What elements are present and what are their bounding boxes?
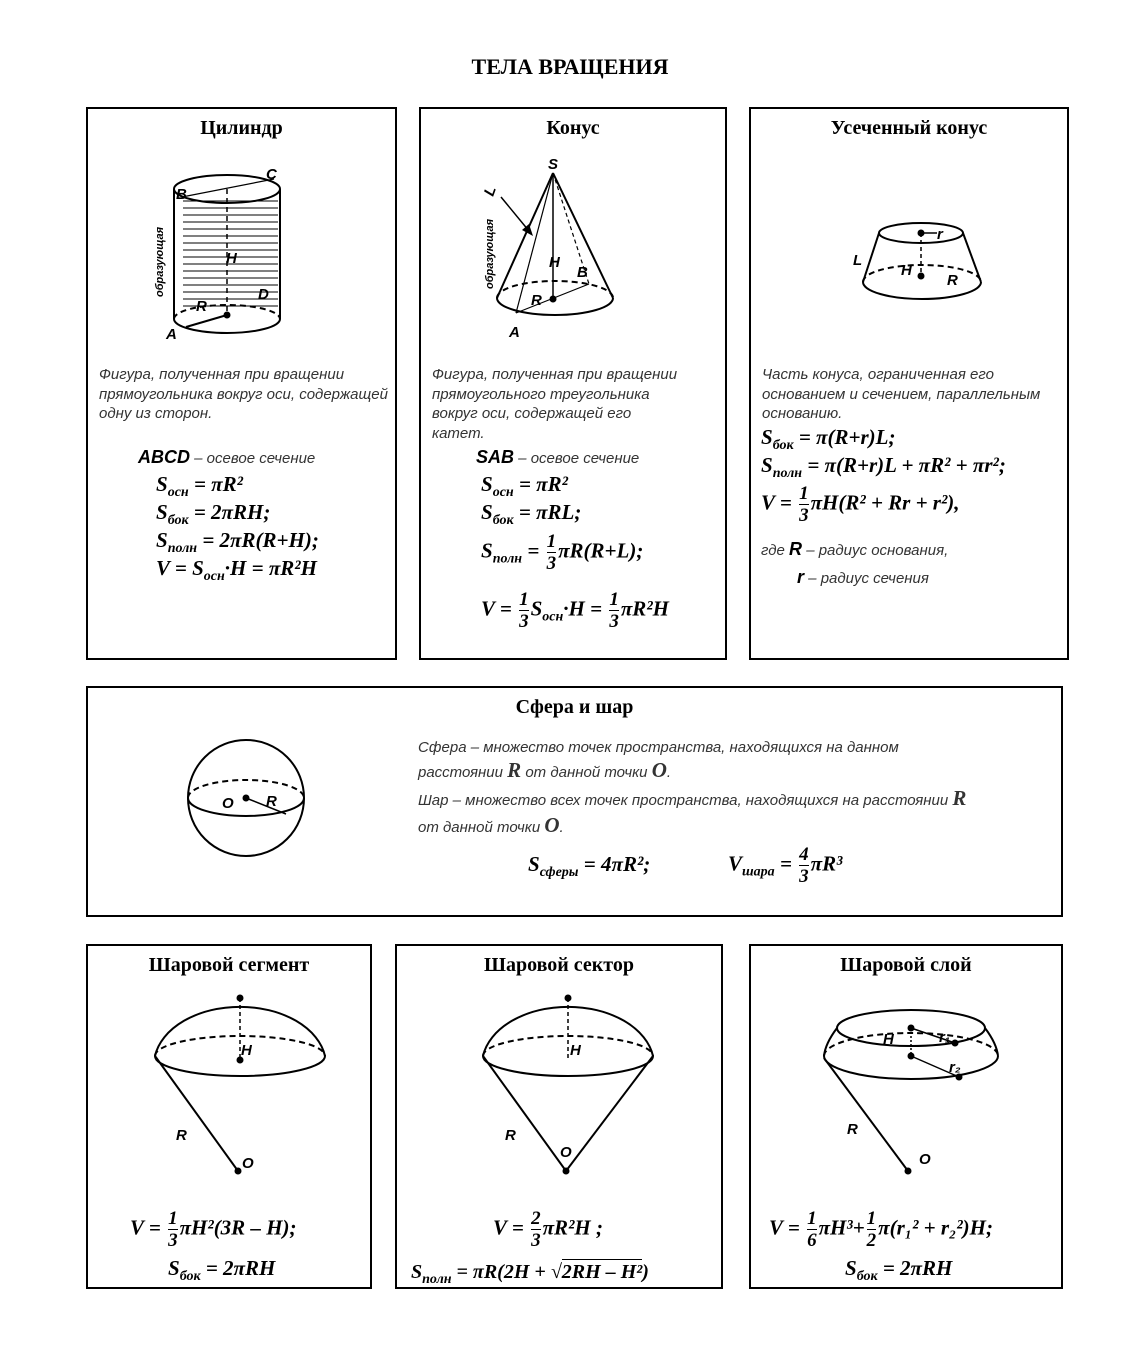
cone-axial-section (476, 447, 639, 468)
layer-figure (751, 986, 1065, 1226)
layer-label-r: R (847, 1121, 858, 1138)
layer-formula-lateral: $S_{бок} = 2\pi RH$ (845, 1256, 953, 1285)
sphere-label-o: O (222, 795, 234, 812)
cone-formula-total: $S_{полн}$ = $\frac{1}{3}$ πR(R+L); (481, 531, 644, 574)
cylinder-label-d: D (258, 286, 269, 303)
segment-label-o: O (242, 1155, 254, 1172)
segment-card (86, 944, 372, 1289)
sector-formula-total: $S_{полн} = \pi R(2H + √2RH - H^2)$ (411, 1261, 649, 1287)
sector-label-r: R (505, 1127, 516, 1144)
layer-card (749, 944, 1063, 1289)
sector-title: Шаровой сектор (484, 954, 634, 976)
frustum-formula-total: $S_{полн} = \pi(R+r)L + \pi R^2 + \pi r^2$; (761, 453, 1006, 482)
cone-formula-lateral: $S_{бок} = \pi RL$; (481, 500, 582, 529)
layer-label-r2: r₂ (949, 1059, 961, 1076)
segment-label-r: R (176, 1127, 187, 1144)
sphere-formula-area: $S_{сферы} = 4\pi R^2$; (528, 852, 651, 881)
cylinder-label-r: R (196, 298, 207, 315)
cylinder-label-b: B (176, 186, 187, 203)
sector-figure (397, 986, 725, 1226)
cone-title: Конус (546, 117, 600, 139)
cylinder-label-c: C (266, 166, 277, 183)
sphere-title: Сфера и шар (515, 696, 634, 718)
cone-label-l: L (480, 183, 500, 199)
cylinder-formula-volume: $V = S_{осн}\cdot H = \pi R^2H$ (156, 556, 317, 585)
segment-label-h: H (241, 1042, 252, 1059)
layer-label-r1: r₁ (939, 1029, 951, 1046)
frustum-formula-lateral: $S_{бок} = \pi(R+r)L$; (761, 425, 896, 454)
cone-generatrix-label: образующая (484, 218, 496, 289)
sphere-figure (178, 728, 378, 928)
cylinder-formula-lateral: $S_{бок} = 2\pi RH$; (156, 500, 271, 529)
cone-label-h: H (549, 254, 560, 271)
cone-label-b: B (577, 264, 588, 281)
cylinder-title: Цилиндр (200, 117, 283, 139)
frustum-label-r-small: r (937, 226, 943, 243)
layer-title: Шаровой слой (840, 954, 972, 976)
cone-figure (421, 149, 729, 399)
frustum-note-base: где R – радиус основания, (761, 539, 949, 559)
cylinder-description: Фигура, полученная при вращении прямоугольника вокруг оси, содержащей одну из сторон. (99, 366, 388, 422)
cylinder-generatrix-label: образующая (154, 226, 166, 297)
cone-axial-name: SAB (476, 447, 515, 467)
cylinder-formula-total: $S_{полн} = 2\pi R(R+H)$; (156, 528, 319, 557)
frustum-label-h: H (901, 262, 912, 279)
cone-formula-base: $S_{осн} = \pi R^2$ (481, 472, 568, 501)
frustum-formula-volume: V = $\frac{1}{3}$ πH(R² + Rr + r²), (761, 483, 960, 526)
cone-axial-text: – осевое сечение (514, 450, 640, 467)
cone-card (419, 107, 727, 660)
page-title: ТЕЛА ВРАЩЕНИЯ (471, 54, 669, 79)
frustum-figure (751, 149, 1071, 369)
cylinder-axial-name: ABCD (138, 447, 190, 467)
cylinder-axial-section (138, 447, 315, 468)
frustum-card (749, 107, 1069, 660)
segment-figure (88, 986, 374, 1226)
cone-label-a: A (509, 324, 520, 341)
cylinder-card (86, 107, 397, 660)
layer-formula-volume: V = $\frac{1}{6}$ πH³+ $\frac{1}{2}$ π(r₁² + r₂²)H; (769, 1208, 993, 1251)
layer-label-h: H (883, 1031, 894, 1048)
segment-formula-lateral: $S_{бок} = 2\pi RH$ (168, 1256, 276, 1285)
cylinder-label-a: A (166, 326, 177, 343)
sphere-card (86, 686, 1063, 917)
segment-formula-volume: V = $\frac{1}{3}$ πH²(3R – H); (130, 1208, 297, 1251)
cylinder-formula-base: $S_{осн} = \pi R^2$ (156, 472, 243, 501)
frustum-description: Часть конуса, ограниченная его основанием и сечением, параллельным основанию. (762, 366, 1041, 422)
frustum-note-section: r – радиус сечения (797, 567, 929, 587)
sector-label-o: O (560, 1144, 572, 1161)
sphere-formula-volume: $V_{шара}$ = $\frac{4}{3}$ πR³ (728, 844, 843, 887)
sector-label-h: H (570, 1042, 581, 1059)
frustum-title: Усеченный конус (830, 117, 988, 139)
frustum-label-l: L (853, 252, 863, 269)
cylinder-axial-text: – осевое сечение (190, 450, 316, 467)
sphere-definition-1: Сфера – множество точек пространства, находящихся на данном расстоянии R от данной точки O. (418, 739, 899, 782)
segment-title: Шаровой сегмент (148, 954, 310, 976)
layer-label-o: O (919, 1151, 931, 1168)
cylinder-label-h: H (226, 250, 237, 267)
sector-formula-volume: V = $\frac{2}{3}$ πR²H ; (493, 1208, 603, 1251)
sphere-label-r: R (266, 793, 277, 810)
cone-description: Фигура, полученная при вращении прямоугольного треугольника вокруг оси, содержащей его катет. (432, 366, 678, 442)
cone-label-s: S (548, 156, 559, 173)
frustum-label-r: R (947, 272, 958, 289)
cone-formula-volume: V = $\frac{1}{3}$ $S_{осн}\cdot H$ = $\frac{1}{3}$ πR²H (481, 589, 669, 632)
cone-label-r: R (531, 292, 542, 309)
cylinder-figure (88, 149, 399, 399)
sector-card (395, 944, 723, 1289)
sphere-definition-2: Шар – множество всех точек пространства, находящихся на расстоянии R от данной точки O. (418, 786, 967, 837)
